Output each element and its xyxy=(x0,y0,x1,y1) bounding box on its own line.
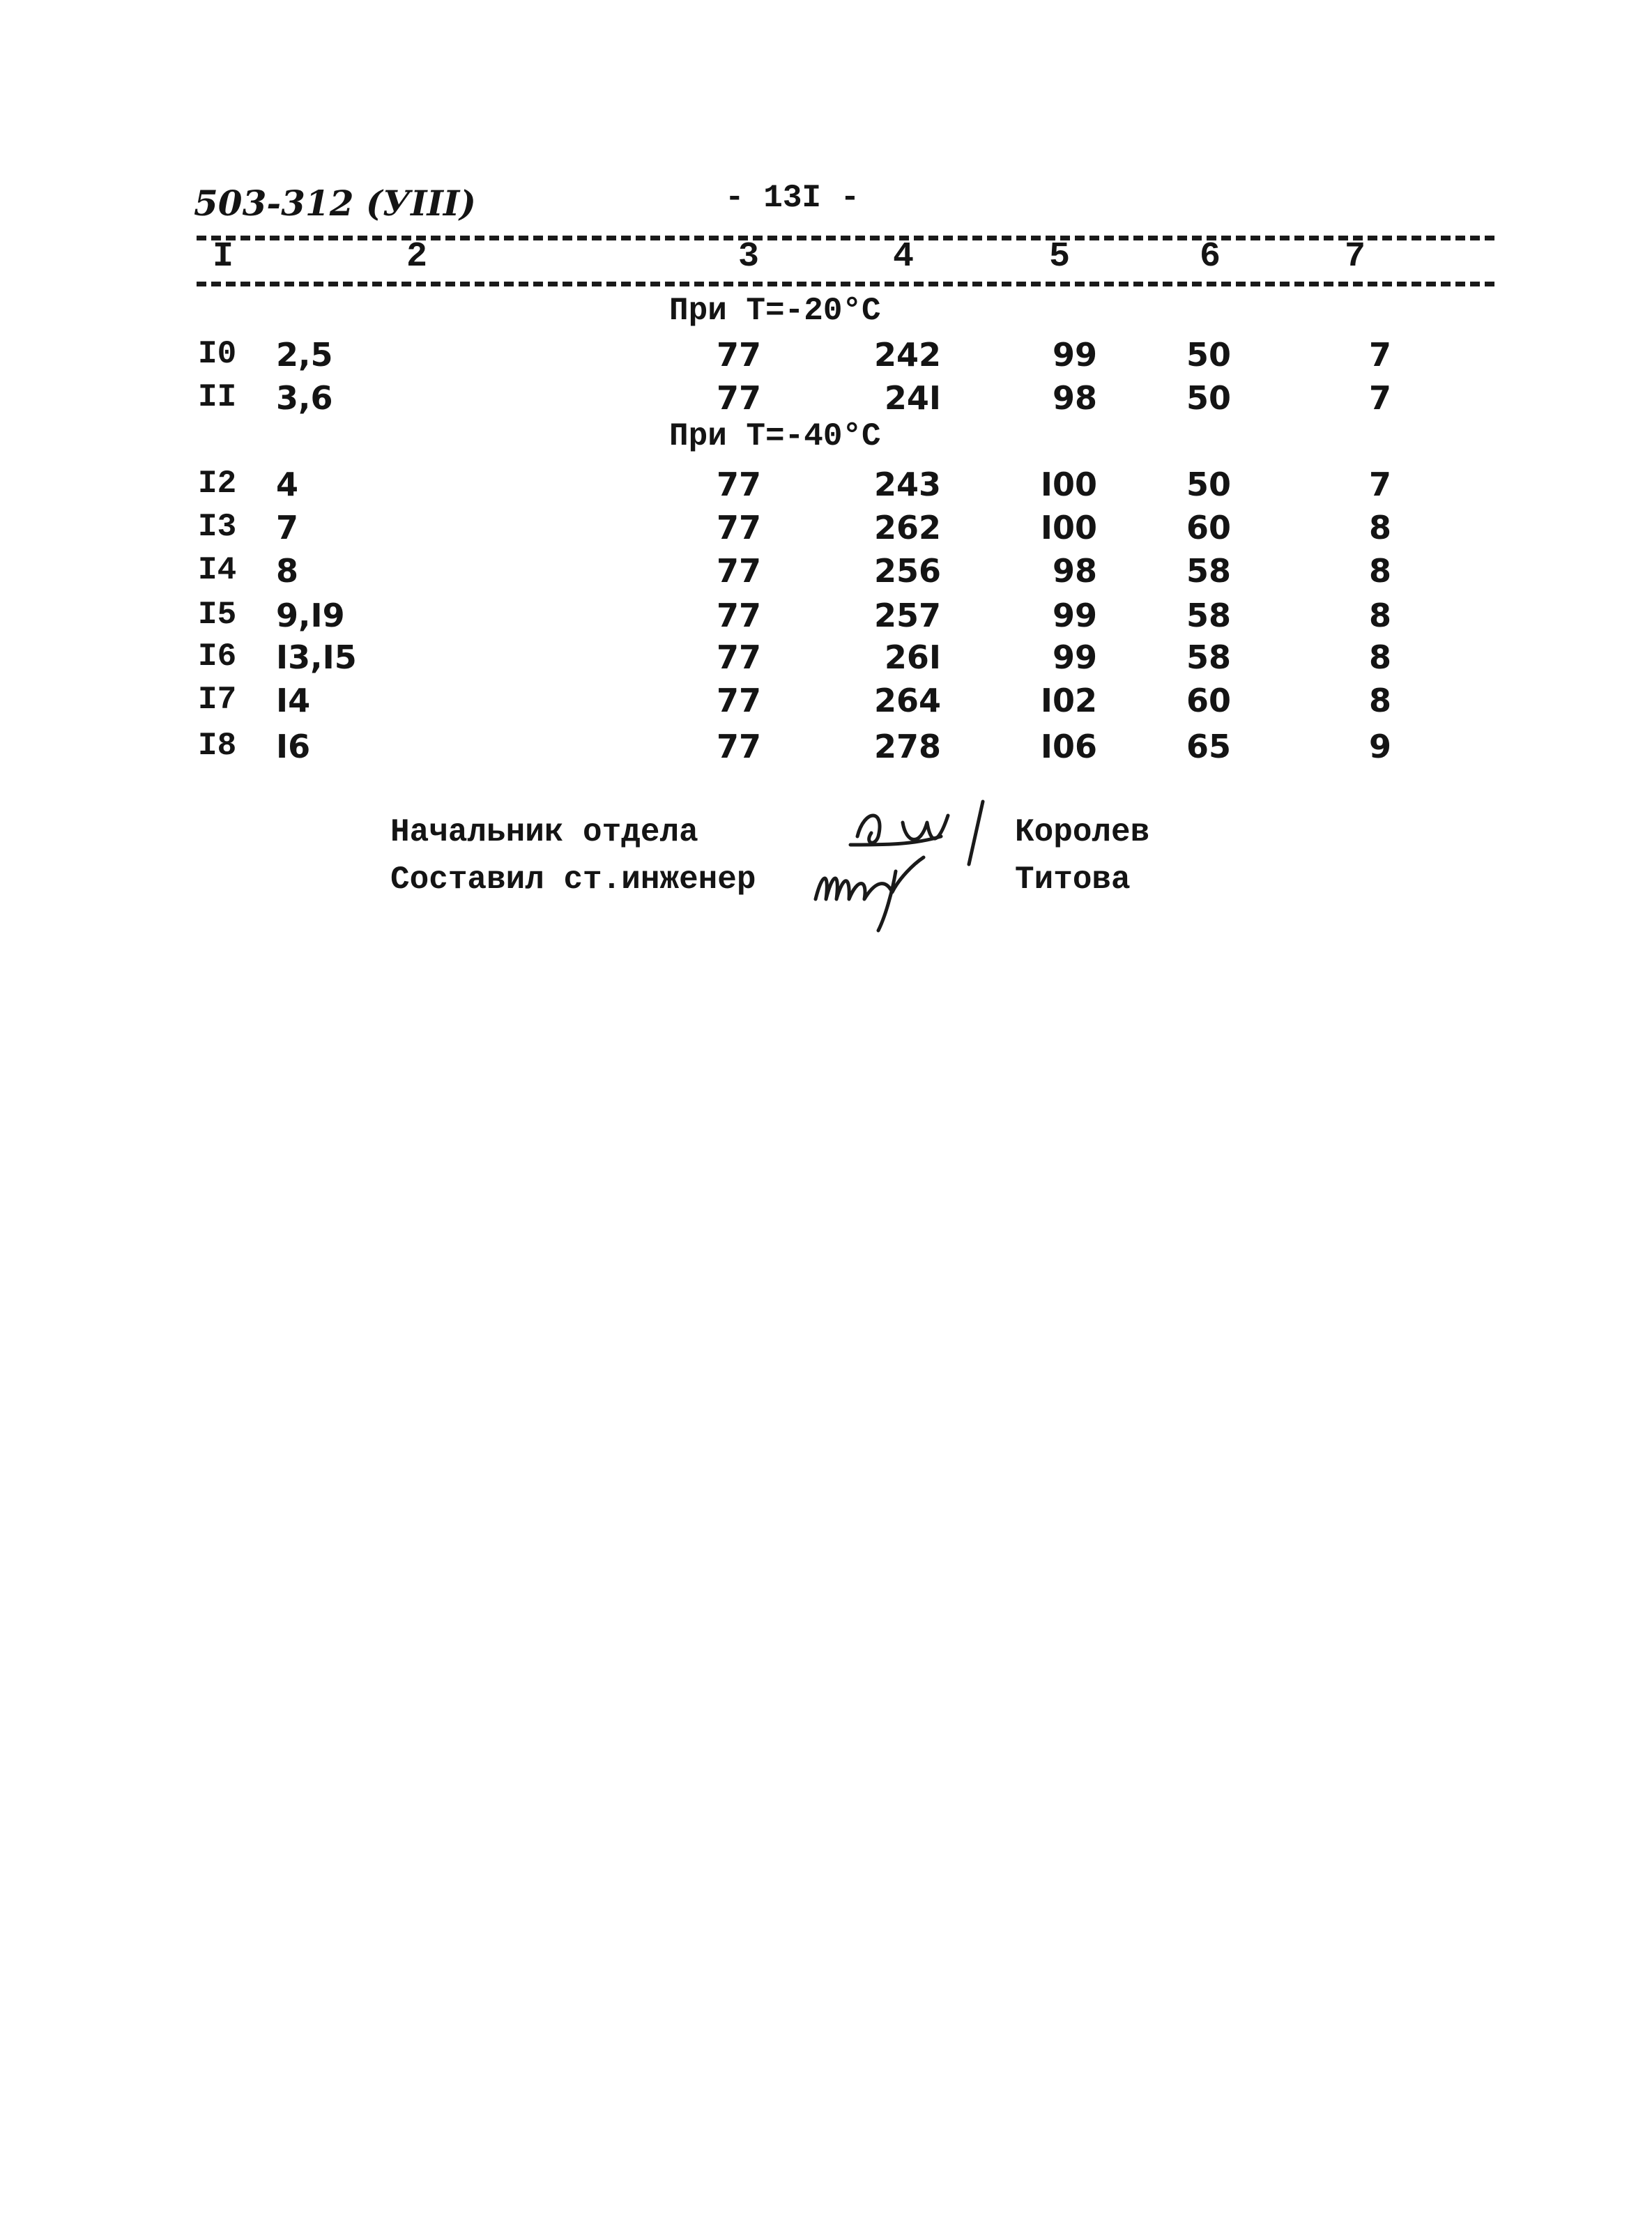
table-cell: 262 xyxy=(873,509,941,546)
table-cell: I7 xyxy=(198,682,237,718)
table-cell: 50 xyxy=(1186,336,1231,374)
table-cell: I2 xyxy=(198,466,237,502)
table-cell: I6 xyxy=(276,728,311,765)
table-cell: 77 xyxy=(716,379,761,417)
table-cell: I3,I5 xyxy=(276,638,357,676)
table-cell: 8 xyxy=(1368,509,1391,546)
column-header-3: 3 xyxy=(737,237,759,277)
signature-role-engineer: Составил ст.инженер xyxy=(390,862,756,898)
table-cell: 24I xyxy=(884,379,941,417)
section-title: При T=-20°C xyxy=(669,293,881,329)
table-cell: 26I xyxy=(884,638,941,676)
table-cell: 77 xyxy=(716,682,761,719)
table-cell: 8 xyxy=(276,552,299,590)
table-cell: 98 xyxy=(1052,552,1097,590)
table-cell: 99 xyxy=(1052,597,1097,634)
table-cell: 99 xyxy=(1052,336,1097,374)
table-cell: I3 xyxy=(198,509,237,545)
table-cell: 77 xyxy=(716,466,761,503)
table-cell: I00 xyxy=(1040,466,1097,503)
table-cell: 264 xyxy=(873,682,941,719)
table-cell: 7 xyxy=(1368,336,1391,374)
table-cell: I5 xyxy=(198,597,237,633)
table-cell: I02 xyxy=(1040,682,1097,719)
table-cell: 7 xyxy=(276,509,299,546)
table-cell: 77 xyxy=(716,552,761,590)
table-cell: I8 xyxy=(198,728,237,764)
table-cell: 278 xyxy=(873,728,941,765)
table-cell: 2,5 xyxy=(276,336,333,374)
table-cell: I6 xyxy=(198,638,237,675)
table-cell: 257 xyxy=(873,597,941,634)
document-code: 503-312 (УIII) xyxy=(194,183,476,224)
table-cell: 4 xyxy=(276,466,299,503)
table-cell: 256 xyxy=(873,552,941,590)
table-cell: 77 xyxy=(716,728,761,765)
table-cell: 7 xyxy=(1368,466,1391,503)
table-cell: 60 xyxy=(1186,509,1231,546)
table-cell: I06 xyxy=(1040,728,1097,765)
table-cell: 58 xyxy=(1186,638,1231,676)
table-cell: 58 xyxy=(1186,597,1231,634)
table-cell: I00 xyxy=(1040,509,1097,546)
table-cell: 58 xyxy=(1186,552,1231,590)
column-header-2: 2 xyxy=(406,237,427,277)
table-cell: 50 xyxy=(1186,379,1231,417)
table-cell: 98 xyxy=(1052,379,1097,417)
table-cell: 9 xyxy=(1368,728,1391,765)
table-cell: 8 xyxy=(1368,597,1391,634)
table-cell: 7 xyxy=(1368,379,1391,417)
table-cell: I4 xyxy=(276,682,311,719)
column-header-7: 7 xyxy=(1344,237,1366,277)
column-header-6: 6 xyxy=(1199,237,1221,277)
page-number: - 13I - xyxy=(725,180,860,216)
table-cell: 242 xyxy=(873,336,941,374)
table-cell: 9,I9 xyxy=(276,597,345,634)
table-cell: 243 xyxy=(873,466,941,503)
signature-name-engineer: Титова xyxy=(1015,862,1131,898)
table-cell: 3,6 xyxy=(276,379,333,417)
table-header-rule-bottom xyxy=(197,282,1494,286)
column-header-5: 5 xyxy=(1048,237,1070,277)
table-cell: 8 xyxy=(1368,552,1391,590)
table-cell: II xyxy=(198,379,237,415)
table-cell: 77 xyxy=(716,336,761,374)
table-cell: 8 xyxy=(1368,638,1391,676)
table-cell: 65 xyxy=(1186,728,1231,765)
handwritten-signature xyxy=(809,795,1011,934)
table-cell: I0 xyxy=(198,336,237,372)
table-cell: 77 xyxy=(716,509,761,546)
section-title: При T=-40°C xyxy=(669,418,881,454)
signature-name-head: Королев xyxy=(1015,814,1150,850)
table-cell: 50 xyxy=(1186,466,1231,503)
table-cell: 77 xyxy=(716,638,761,676)
table-cell: 60 xyxy=(1186,682,1231,719)
table-cell: 8 xyxy=(1368,682,1391,719)
column-header-1: I xyxy=(212,237,234,277)
signature-role-head: Начальник отдела xyxy=(390,814,698,850)
column-header-4: 4 xyxy=(892,237,914,277)
table-cell: I4 xyxy=(198,552,237,588)
table-cell: 99 xyxy=(1052,638,1097,676)
table-cell: 77 xyxy=(716,597,761,634)
